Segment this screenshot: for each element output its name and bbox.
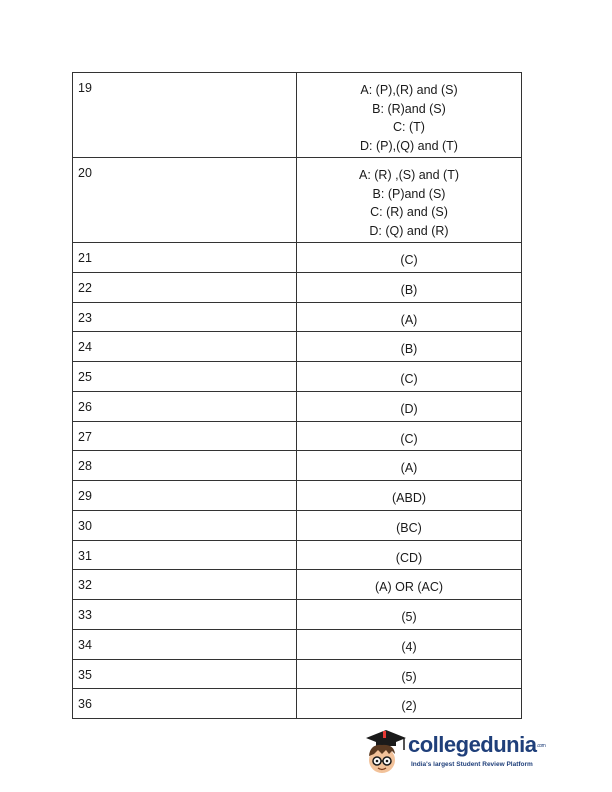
answer-line: (4) [401,639,417,654]
answer-cell [297,629,522,659]
answer-line: B: (P)and (S) [372,186,446,201]
brand-name-text: collegedunia [408,732,537,757]
answer-line: (D) [400,401,418,416]
table-row [73,272,522,302]
answer-cell [297,272,522,302]
question-number: 35 [73,659,297,689]
question-number: 26 [73,391,297,421]
table-row [73,600,522,630]
question-number: 27 [73,421,297,451]
table-row [73,243,522,273]
answer-cell [297,570,522,600]
mascot-icon [356,724,412,778]
answer-line: (B) [400,282,418,297]
table-row [73,158,522,243]
answer-cell [297,451,522,481]
answer-line: (A) [400,312,418,327]
answer-line: (C) [400,431,418,446]
table-row [73,451,522,481]
table-row [73,570,522,600]
question-number: 28 [73,451,297,481]
question-number: 34 [73,629,297,659]
answer-rows [73,73,522,719]
answer-cell [297,659,522,689]
table-row [73,629,522,659]
table-row [73,421,522,451]
answer-line: (5) [401,669,417,684]
answer-cell [297,391,522,421]
question-number: 29 [73,481,297,511]
brand-tld: .com [536,743,546,750]
answer-cell [297,302,522,332]
question-number: 20 [73,158,297,243]
answer-key-table [72,72,522,719]
table-row [73,391,522,421]
question-number: 22 [73,272,297,302]
answer-line: A: (P),(R) and (S) [360,83,458,97]
answer-line: C: (R) and (S) [370,205,448,219]
table-row [73,540,522,570]
table-row [73,302,522,332]
answer-cell [297,73,522,158]
answer-cell [297,689,522,719]
collegedunia-logo [356,724,546,780]
question-number: 36 [73,689,297,719]
answer-line: (5) [401,610,417,624]
answer-line: B: (R)and (S) [372,101,446,116]
answer-line: (2) [401,699,417,714]
question-number: 33 [73,600,297,630]
brand-name [408,732,545,758]
answer-cell [297,421,522,451]
question-number: 21 [73,243,297,273]
answer-cell [297,243,522,273]
answer-cell [297,510,522,540]
answer-cell [297,540,522,570]
answer-line: (A) OR (AC) [374,580,444,595]
answer-line: (A) [400,461,418,476]
question-number: 25 [73,362,297,392]
answer-line: (C) [400,372,418,386]
answer-line: (C) [400,253,418,267]
answer-line: (ABD) [391,491,427,505]
answer-cell [297,600,522,630]
question-number: 24 [73,332,297,362]
question-number: 30 [73,510,297,540]
answer-cell [297,481,522,511]
answer-line: D: (Q) and (R) [369,223,449,238]
table-row [73,481,522,511]
table-row [73,659,522,689]
question-number: 32 [73,570,297,600]
table-row [73,332,522,362]
answer-line: (CD) [395,550,423,565]
answer-line: (B) [400,342,418,357]
table-row [73,362,522,392]
table-row [73,689,522,719]
answer-cell [297,362,522,392]
answer-line: A: (R) ,(S) and (T) [358,168,459,182]
question-number: 19 [73,73,297,158]
answer-cell [297,332,522,362]
answer-cell [297,158,522,243]
brand-tagline: India's largest Student Review Platform [411,761,533,768]
question-number: 23 [73,302,297,332]
answer-line: D: (P),(Q) and (T) [360,138,458,153]
answer-line: (BC) [396,520,422,535]
answer-line: C: (T) [393,120,425,134]
question-number: 31 [73,540,297,570]
table-row [73,510,522,540]
table-row [73,73,522,158]
